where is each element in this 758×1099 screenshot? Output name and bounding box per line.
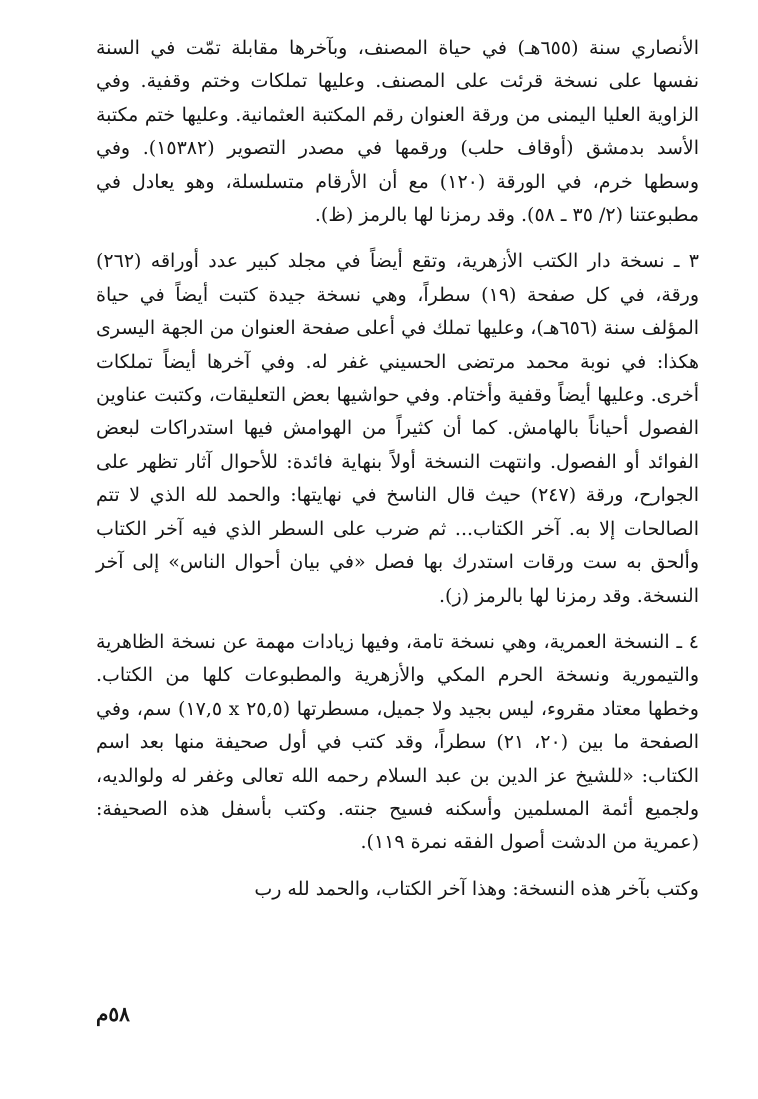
page-number: ٥٨م — [96, 1002, 130, 1026]
page-body — [96, 32, 699, 906]
paragraph-zahiriyya-continued: الأنصاري سنة (٦٥٥هـ) في حياة المصنف، وبآخرها مقابلة تمّت في السنة نفسها على نسخة قرئت على المصنف. وعليها تملكات وختم وقفية. وفي الزاوية العليا اليمنى من ورقة العنوان رقم المكتبة العثمانية. وعليها ختم مكتبة الأسد بدمشق (أوقاف حلب) ورقمها في مصدر التصوير (١٥٣٨٢). وفي وسطها خرم، في الورقة (١٢٠) مع أن الأرقام متسلسلة، وهو يعادل في مطبوعتنا (٢/ ٣٥ ـ ٥٨). وقد رمزنا لها بالرمز (ظ). — [96, 37, 700, 227]
paragraph-azhariyya-manuscript: ٣ ـ نسخة دار الكتب الأزهرية، وتقع أيضاً في مجلد كبير عدد أوراقه (٢٦٢) ورقة، في كل صفحة (١٩) سطراً، وهي نسخة جيدة كتبت أيضاً في حياة المؤلف سنة (٦٥٦هـ)، وعليها تملك في أعلى صفحة العنوان من الجهة اليسرى هكذا: في نوبة محمد مرتضى الحسيني غفر له. وفي آخرها أيضاً تملكات أخرى. وعليها أيضاً وقفية وأختام. وفي حواشيها بعض التعليقات، وكتبت عناوين الفصول أحياناً بالهامش. كما أن كثيراً من الهوامش فيها استدراكات لبعض الفوائد أو الفصول. وانتهت النسخة أولاً بنهاية فائدة: للأحوال آثار تظهر على الجوارح، ورقة (٢٤٧) حيث قال الناسخ في نهايتها: والحمد لله الذي لا تتم الصالحات إلا به. آخر الكتاب... ثم ضرب على السطر الذي فيه آخر الكتاب وألحق به ست ورقات استدرك بها فصل «في بيان أحوال الناس» إلى آخر النسخة. وقد رمزنا لها بالرمز (ز). — [96, 250, 700, 607]
paragraph-colophon-start: وكتب بآخر هذه النسخة: وهذا آخر الكتاب، والحمد لله رب — [254, 877, 699, 900]
paragraph-umariyya-manuscript: ٤ ـ النسخة العمرية، وهي نسخة تامة، وفيها زيادات مهمة عن نسخة الظاهرية والتيمورية ونسخة الحرم المكي والأزهرية والمطبوعات كلها من الكتاب. وخطها معتاد مقروء، ليس بجيد ولا جميل، مسطرتها (٢٥,٥ x ١٧,٥) سم، وفي الصفحة ما بين (٢٠، ٢١) سطراً، وقد كتب في أول صحيفة منها بعد اسم الكتاب: «للشيخ عز الدين بن عبد السلام رحمه الله تعالى وغفر له ولوالديه، ولجميع أئمة المسلمين وأسكنه فسيح جنته. وكتب بأسفل هذه الصحيفة: (عمرية من الدشت أصول الفقه نمرة ١١٩). — [96, 630, 700, 854]
